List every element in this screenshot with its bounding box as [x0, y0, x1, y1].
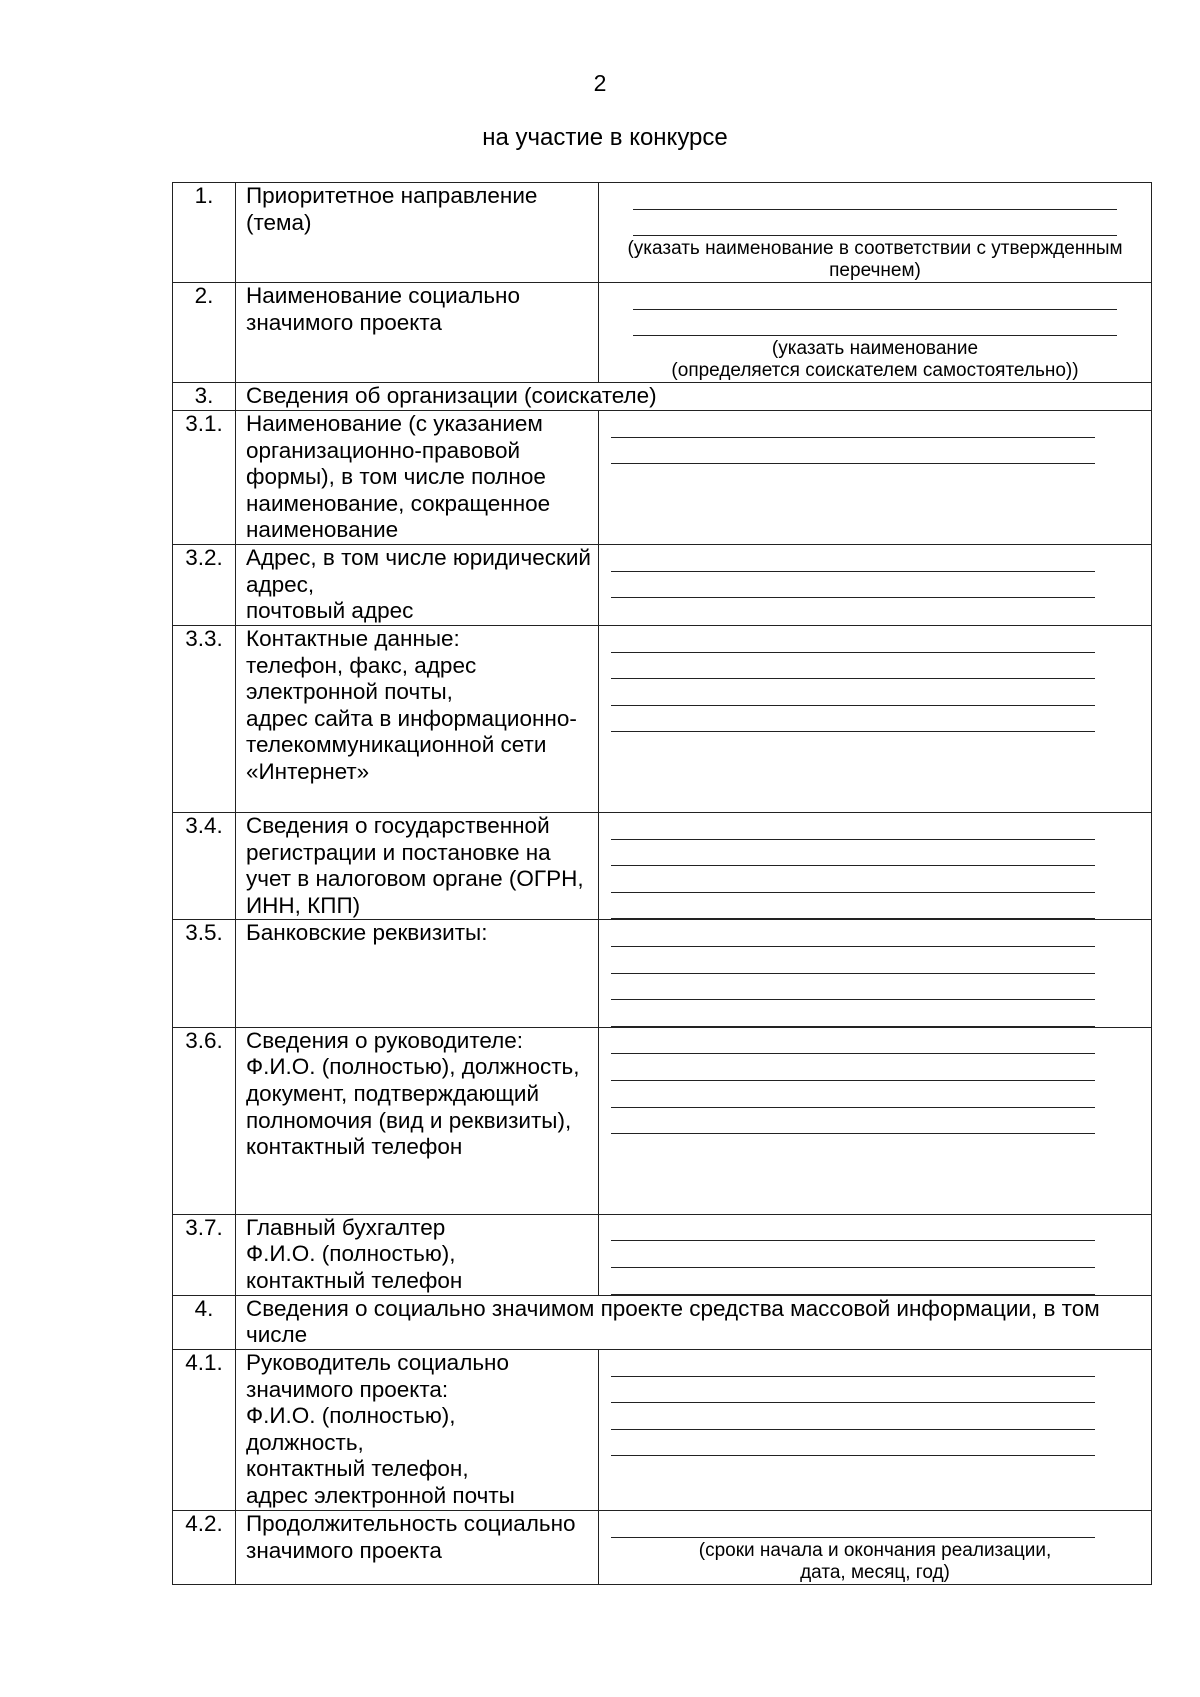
blank-line[interactable] [633, 310, 1117, 337]
form-row [173, 544, 1152, 625]
field-label: Банковские реквизиты: [236, 920, 599, 1027]
row-number: 3.3. [173, 625, 236, 812]
blank-line[interactable] [611, 947, 1095, 974]
form-row [173, 625, 1152, 812]
field-label: Наименование (с указанием организационно-правовой формы), в том числе полное наименование, сокращенное наименование [236, 410, 599, 544]
row-number: 2. [173, 283, 236, 383]
blank-line[interactable] [611, 545, 1095, 572]
blank-line[interactable] [611, 1054, 1095, 1081]
blank-line[interactable] [611, 1081, 1095, 1108]
blank-line[interactable] [611, 438, 1095, 465]
row-number: 4.1. [173, 1349, 236, 1510]
row-number: 4.2. [173, 1510, 236, 1584]
blank-line[interactable] [611, 706, 1095, 733]
blank-line[interactable] [611, 679, 1095, 706]
blank-line[interactable] [611, 626, 1095, 653]
section-title: Сведения о социально значимом проекте средства массовой информации, в том числе [236, 1295, 1152, 1349]
field-label: Наименование социально значимого проекта [236, 283, 599, 383]
blank-line[interactable] [611, 974, 1095, 1001]
fill-in-area[interactable] [599, 544, 1152, 625]
field-label: Приоритетное направление (тема) [236, 183, 599, 283]
form-row [173, 183, 1152, 283]
form-row [173, 383, 1152, 411]
form-row [173, 1349, 1152, 1510]
section-title: Сведения об организации (соискателе) [236, 383, 1152, 411]
fill-in-area[interactable] [599, 410, 1152, 544]
field-label: Адрес, в том числе юридический адрес, почтовый адрес [236, 544, 599, 625]
application-form-table [172, 182, 1152, 1585]
blank-line[interactable] [611, 893, 1095, 920]
form-row [173, 920, 1152, 1027]
field-label: Контактные данные: телефон, факс, адрес электронной почты, адрес сайта в информационно-телекоммуникационной сети «Интернет» [236, 625, 599, 812]
blank-line[interactable] [611, 840, 1095, 867]
field-hint: (сроки начала и окончания реализации, дата, месяц, год) [698, 1539, 1052, 1583]
field-label: Сведения о государственной регистрации и постановке на учет в налоговом органе (ОГРН, ИНН, КПП) [236, 812, 599, 919]
fill-in-area[interactable] [599, 1214, 1152, 1295]
form-row [173, 1214, 1152, 1295]
field-hint: (указать наименование (определяется соискателем самостоятельно)) [671, 338, 1079, 382]
form-row [173, 1027, 1152, 1214]
fill-in-area[interactable] [599, 625, 1152, 812]
blank-line[interactable] [611, 1215, 1095, 1242]
field-label: Главный бухгалтер Ф.И.О. (полностью), контактный телефон [236, 1214, 599, 1295]
form-row [173, 812, 1152, 919]
blank-line[interactable] [611, 1350, 1095, 1377]
fill-in-area[interactable] [599, 183, 1152, 283]
blank-line[interactable] [611, 1430, 1095, 1457]
blank-line[interactable] [633, 183, 1117, 210]
form-row [173, 283, 1152, 383]
blank-line[interactable] [611, 1511, 1095, 1538]
form-row [173, 1510, 1152, 1584]
form-heading: на участие в конкурсе [482, 124, 728, 151]
fill-in-area[interactable] [599, 1027, 1152, 1214]
field-label: Сведения о руководителе: Ф.И.О. (полностью), должность, документ, подтверждающий полномочия (вид и реквизиты), контактный телефон [236, 1027, 599, 1214]
blank-line[interactable] [611, 866, 1095, 893]
field-hint: (указать наименование в соответствии с утвержденным перечнем) [627, 238, 1123, 282]
blank-line[interactable] [611, 1028, 1095, 1055]
row-number: 1. [173, 183, 236, 283]
form-row [173, 410, 1152, 544]
row-number: 3.5. [173, 920, 236, 1027]
row-number: 3.1. [173, 410, 236, 544]
blank-line[interactable] [611, 1000, 1095, 1027]
field-label: Продолжительность социально значимого проекта [236, 1510, 599, 1584]
blank-line[interactable] [633, 283, 1117, 310]
blank-line[interactable] [611, 1108, 1095, 1135]
blank-line[interactable] [633, 210, 1117, 237]
blank-line[interactable] [611, 813, 1095, 840]
row-number: 3.7. [173, 1214, 236, 1295]
fill-in-area[interactable] [599, 812, 1152, 919]
blank-line[interactable] [611, 920, 1095, 947]
page-number: 2 [593, 70, 607, 96]
row-number: 3.4. [173, 812, 236, 919]
blank-line[interactable] [611, 1241, 1095, 1268]
form-row [173, 1295, 1152, 1349]
row-number: 3.6. [173, 1027, 236, 1214]
row-number: 3.2. [173, 544, 236, 625]
fill-in-area[interactable] [599, 283, 1152, 383]
blank-line[interactable] [611, 1377, 1095, 1404]
row-number: 3. [173, 383, 236, 411]
blank-line[interactable] [611, 1403, 1095, 1430]
blank-line[interactable] [611, 411, 1095, 438]
blank-line[interactable] [611, 1268, 1095, 1295]
fill-in-area[interactable] [599, 1510, 1152, 1584]
field-label: Руководитель социально значимого проекта: Ф.И.О. (полностью), должность, контактный телефон, адрес электронной почты [236, 1349, 599, 1510]
fill-in-area[interactable] [599, 1349, 1152, 1510]
row-number: 4. [173, 1295, 236, 1349]
fill-in-area[interactable] [599, 920, 1152, 1027]
blank-line[interactable] [611, 653, 1095, 680]
blank-line[interactable] [611, 572, 1095, 599]
